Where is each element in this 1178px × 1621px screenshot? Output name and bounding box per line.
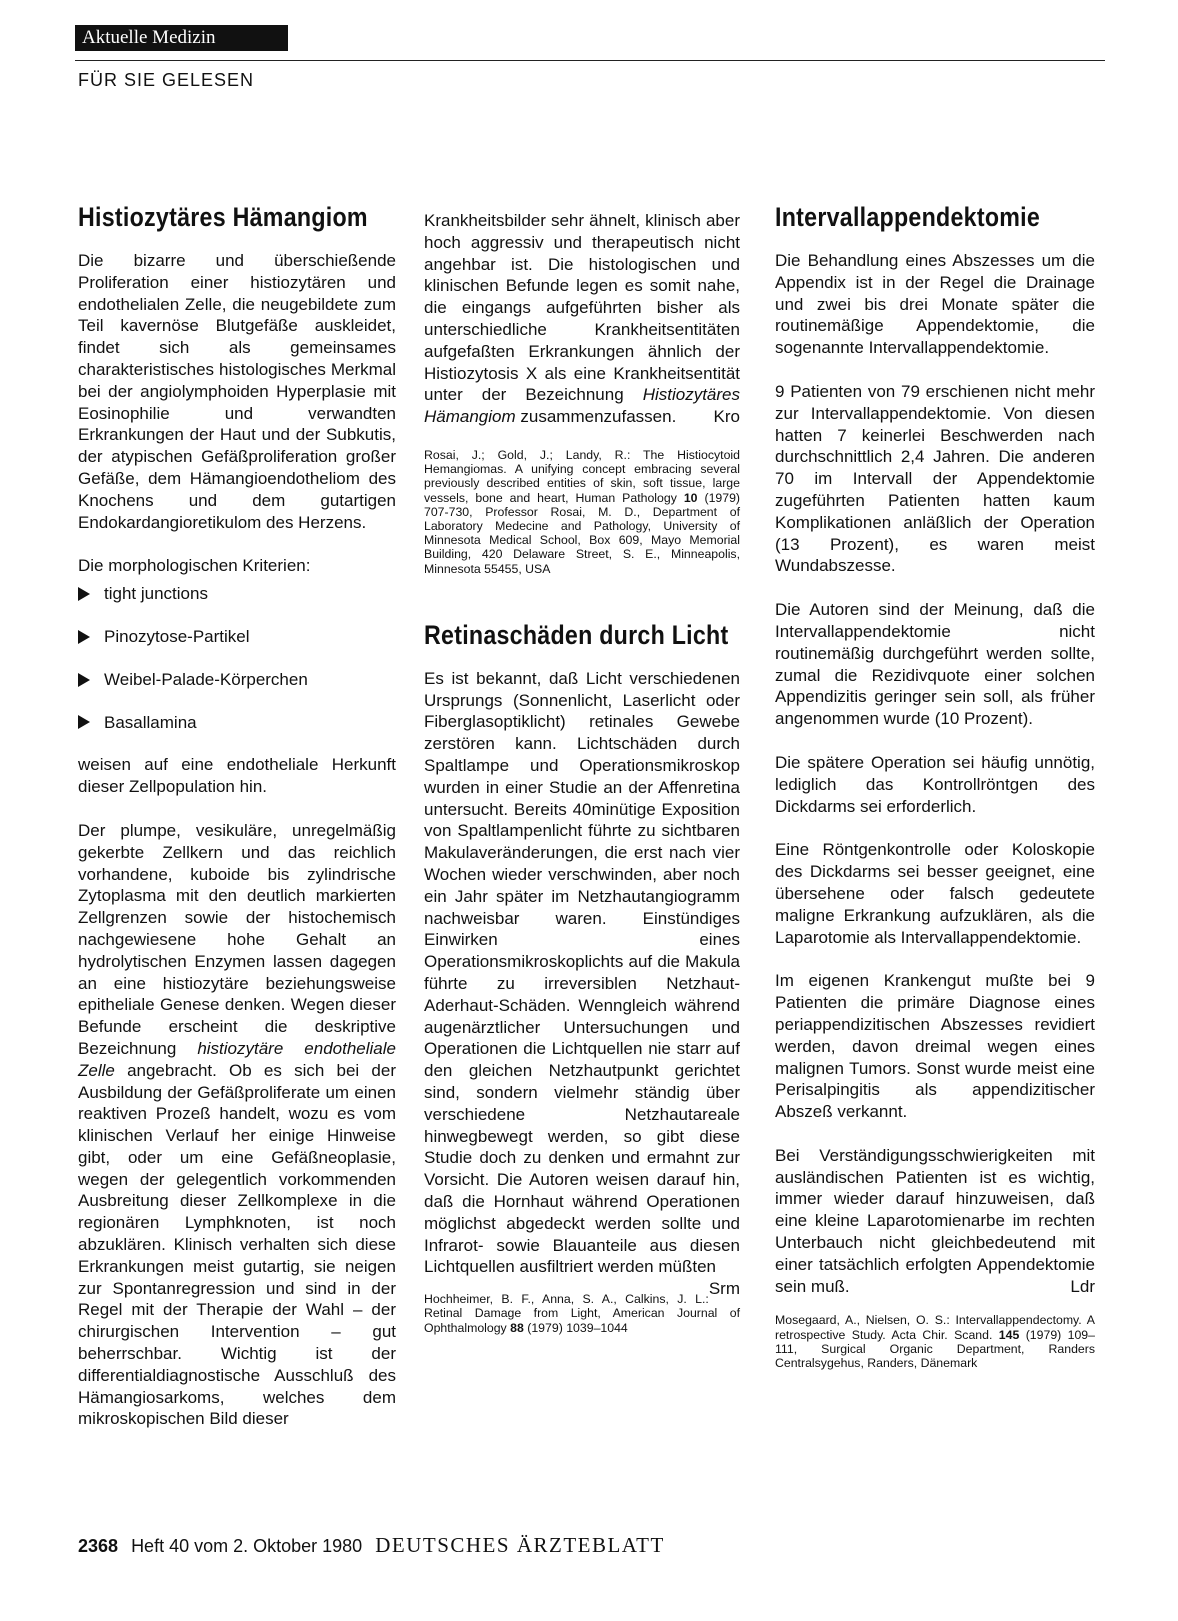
column-2	[424, 210, 740, 1335]
article1-paragraph-3: weisen auf eine endotheliale Herkunft dieser Zellpopulation hin.	[78, 755, 396, 797]
section-title: FÜR SIE GELESEN	[78, 70, 255, 90]
article1-paragraph-1: Die bizarre und überschießende Proliferation einer histiozytären und endothelialen Zelle, die neugebildete zum Teil kavernöse Blutgefäße auskleidet, findet sich als gemeinsames charakteristisches histologisches Merkmal bei der angiolymphoiden Hyperplasie mit Eosinophilie und verwandten Erkrankungen der Haut und der Subkutis, der atypischen Gefäßproliferation großer Gefäße, dem Hämangioendotheliom des Knochens und dem gutartigen Endokardangioretikulom des Herzens.	[78, 251, 396, 532]
rubric-label: Aktuelle Medizin	[75, 25, 288, 51]
article3-paragraph-3: Die Autoren sind der Meinung, daß die Intervallappendektomie nicht routinemäßig durchgeführt werden sollte, zumal die Rezidivquote einer solchen Appendizitis geringer sein soll, als früher angenommen wurde (10 Prozent).	[775, 600, 1095, 729]
list-item	[78, 669, 396, 691]
article-title-retina: Retinaschäden durch Licht	[424, 619, 729, 650]
list-item-label: Weibel-Palade-Körperchen	[104, 669, 308, 689]
article3-paragraph-6: Im eigenen Krankengut mußte bei 9 Patienten die primäre Diagnose eines periappendizitischen Abszesses revidiert werden, davon dreimal wegen eines malignen Tumors. Sonst wurde meist eine Perisalpingitis als appendizitischer Abszeß verkannt.	[775, 971, 1095, 1122]
list-item-label: Pinozytose-Partikel	[104, 626, 250, 646]
article1-paragraph-5: Krankheitsbilder sehr ähnelt, klinisch aber hoch aggressiv und therapeutisch nicht angehbar ist. Die histologischen und klinischen Befunde legen es somit nahe, die eingangs aufgeführten bisher als unterschiedliche Krankheitsentitäten aufgefaßten Erkrankungen ähnlich der Histiozytosis X als eine Krankheitsentität unter der Bezeichnung Histiozytäres Hämangiom zusammenzufassen. Kro	[424, 211, 740, 427]
article3-paragraph-4: Die spätere Operation sei häufig unnötig, lediglich das Kontrollröntgen des Dickdarms sei erforderlich.	[775, 752, 1095, 816]
criteria-list	[78, 583, 396, 733]
column-1	[78, 200, 396, 1452]
issue-info: Heft 40 vom 2. Oktober 1980	[131, 1536, 363, 1556]
article2-paragraph-1: Es ist bekannt, daß Licht verschiedenen Ursprungs (Sonnenlicht, Laserlicht oder Fiberglasoptiklicht) retinales Gewebe zerstören kann. Lichtschäden durch Spaltlampe und Operationsmikroskop wurden in einer Studie an der Affenretina untersucht. Bereits 40minütige Exposition von Spaltlampenlicht führte zu sichtbaren Makulaveränderungen, die erst nach vier Wochen wieder verschwinden, aber noch ein Jahr später im Netzhautangiogramm nachweisbar waren. Einstündiges Einwirken eines Operationsmikroskoplichts auf die Makula führte zu irreversiblen Netzhaut-Aderhaut-Schäden. Wenngleich während augenärztlicher Untersuchungen und Operationen die Lichtquellen nie starr auf den gleichen Netzhautpunkt gerichtet sind, sondern vielmehr ständig über verschiedene Netzhautareale hinwegbewegt werden, so gibt diese Studie doch zu denken und ermahnt zur Vorsicht. Die Autoren weisen darauf hin, daß die Hornhaut während Operationen möglichst abgedeckt werden sollte und Infrarot- sowie Blauanteile aus diesen Lichtquellen ausfiltriert werden müßten Srm	[424, 668, 740, 1299]
list-item	[78, 626, 396, 648]
article3-paragraph-2: 9 Patienten von 79 erschienen nicht mehr zur Intervallappendektomie. Von diesen hatten 7 keinerlei Beschwerden nach durchschnittlich 2,4 Jahren. Die anderen 70 im Intervall der Appendektomie zugeführten Patienten hatten kaum Komplikationen anläßlich der Operation (13 Prozent), es waren meist Wundabszesse.	[775, 381, 1095, 576]
article3-reference: Mosegaard, A., Nielsen, O. S.: Intervallappendectomy. A retrospective Study. Acta Chir. Scand. 145 (1979) 109–111, Surgical Organic Department, Randers Centralsygehus, Randers, Dänemark	[775, 1313, 1095, 1371]
triangle-bullet-icon	[78, 715, 90, 729]
article3-paragraph-5: Eine Röntgenkontrolle oder Koloskopie des Dickdarms sei besser geeignet, eine übersehene oder falsch gedeutete maligne Erkrankung aufzuklären, als die Laparotomie als Intervallappendektomie.	[775, 840, 1095, 947]
article2-reference: Hochheimer, B. F., Anna, S. A., Calkins, J. L.: Retinal Damage from Light, American Journal of Ophthalmology 88 (1979) 1039–1044	[424, 1292, 740, 1335]
list-item	[78, 583, 396, 605]
author-signature: Ldr	[1070, 1276, 1095, 1296]
list-item-label: tight junctions	[104, 584, 208, 604]
list-item	[78, 712, 396, 734]
page-number: 2368	[78, 1536, 119, 1556]
triangle-bullet-icon	[78, 587, 90, 601]
article1-paragraph-4: Der plumpe, vesikuläre, unregelmäßig gekerbte Zellkern und das reichlich vorhandene, kuboide bis zylindrische Zytoplasma mit den deutlich markierten Zellgrenzen sowie der histochemisch nachgewiesene hohe Gehalt an hydrolytischen Enzymen lassen dagegen an eine histiozytäre beziehungsweise epitheliale Genese denken. Wegen dieser Befunde erscheint die deskriptive Bezeichnung histiozytäre endotheliale Zelle angebracht. Ob es sich bei der Ausbildung der Gefäßproliferate um einen reaktiven Prozeß handelt, wozu es vom klinischen Verlauf her einige Hinweise gibt, oder um eine Gefäßneoplasie, wegen der gelegentlich vorkommenden Ausbreitung dieser Zellkomplexe in die regionären Lymphknoten, ist noch abzuklären. Klinisch verhalten sich diese Erkrankungen meist gutartig, sie neigen zur Spontanregression und sind in der Regel mit der Therapie der Wahl – der chirurgischen Intervention – gut beherrschbar. Wichtig ist der differentialdiagnostische Ausschluß des Hämangiosarkoms, welches dem mikroskopischen Bild dieser	[78, 820, 396, 1429]
article1-paragraph-2: Die morphologischen Kriterien:	[78, 556, 311, 576]
article-title-haemangiom: Histiozytäres Hämangiom	[78, 202, 368, 232]
list-item-label: Basallamina	[104, 712, 197, 732]
column-3	[775, 200, 1095, 1370]
author-signature: Kro	[713, 407, 740, 427]
header-rule	[75, 60, 1105, 61]
author-signature: Srm	[708, 1279, 740, 1299]
journal-name: DEUTSCHES ÄRZTEBLATT	[375, 1533, 665, 1557]
article3-paragraph-7: Bei Verständigungsschwierigkeiten mit ausländischen Patienten ist es wichtig, immer wieder darauf hinzuweisen, daß eine kleine Laparotomienarbe im rechten Unterbauch nicht gleichbedeutend mit einer tatsächlich erfolgten Appendektomie sein muß. Ldr	[775, 1145, 1095, 1296]
triangle-bullet-icon	[78, 673, 90, 687]
article1-reference: Rosai, J.; Gold, J.; Landy, R.: The Histiocytoid Hemangiomas. A unifying concept embracing several previously described entities of skin, soft tissue, large vessels, bone and heart, Human Pathology 10 (1979) 707-730, Professor Rosai, M. D., Department of Laboratory Medecine and Pathology, University of Minnesota Medical School, Box 609, Mayo Memorial Building, 420 Delaware Street, S. E., Minneapolis, Minnesota 55455, USA	[424, 447, 741, 576]
triangle-bullet-icon	[78, 630, 90, 644]
page-footer	[78, 1533, 665, 1558]
article-title-intervallappendektomie: Intervallappendektomie	[775, 202, 1041, 232]
article3-paragraph-1: Die Behandlung eines Abszesses um die Appendix ist in der Regel die Drainage und zwei bis drei Monate später die routinemäßige Appendektomie, die sogenannte Intervallappendektomie.	[775, 251, 1095, 358]
